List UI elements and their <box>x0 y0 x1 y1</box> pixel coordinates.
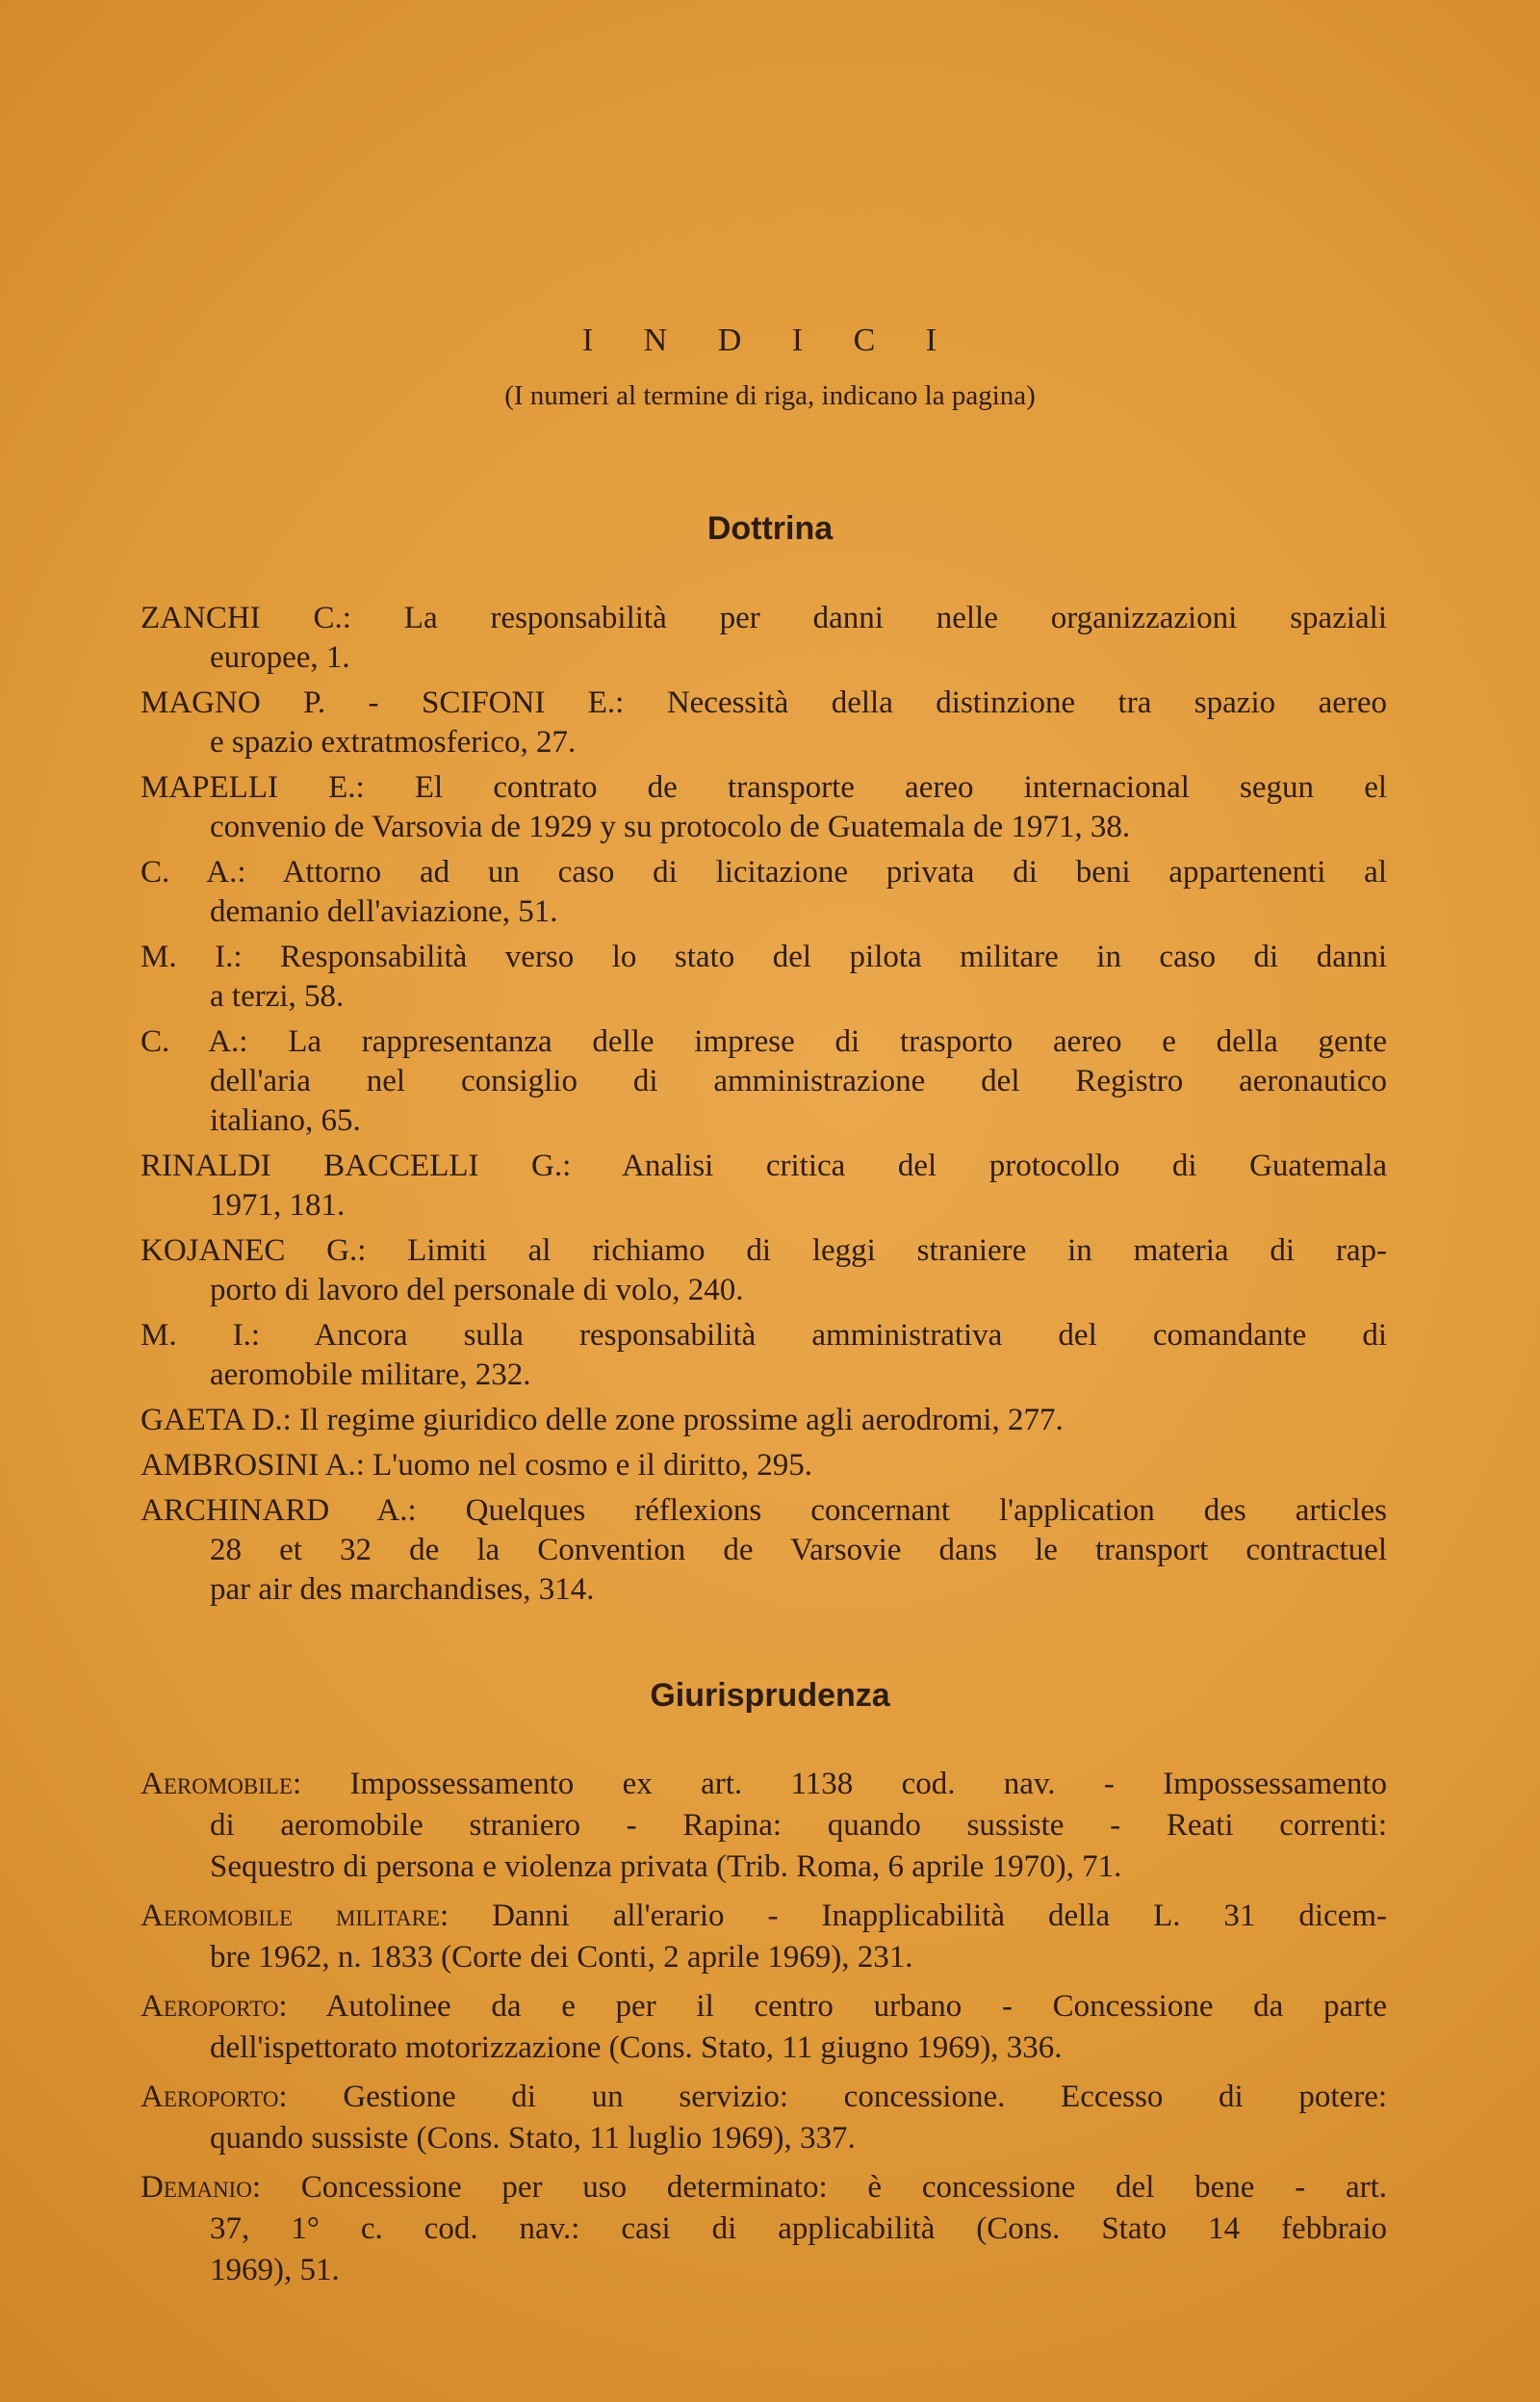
entry-text: Ancora sulla responsabilità amministrativa del comandante di <box>314 1318 1388 1353</box>
entry-text: Limiti al richiamo di leggi straniere in materia di rap- <box>407 1233 1387 1268</box>
entry-line <box>141 768 1387 808</box>
entry-line <box>141 2167 1387 2208</box>
entry-text: 37, 1° c. cod. nav.: casi di applicabilità (Cons. Stato 14 febbraio <box>210 2211 1387 2246</box>
entry-text: europee, 1. <box>210 640 350 675</box>
giurisprudenza-index-list <box>141 1764 1387 2291</box>
entry-author: M. I.: <box>141 1318 261 1353</box>
entry-line <box>141 1316 1387 1356</box>
entry-line <box>141 853 1387 892</box>
index-entry <box>141 1446 1387 1485</box>
entry-author: Aeroporto: <box>141 1989 288 2024</box>
index-entry <box>141 1986 1387 2069</box>
entry-line <box>141 1062 1387 1101</box>
entry-text: Danni all'erario - Inapplicabilità della L. 31 dicem- <box>492 1898 1387 1933</box>
entry-text: La responsabilità per danni nelle organizzazioni spaziali <box>403 601 1387 635</box>
index-entry <box>141 853 1387 932</box>
entry-line <box>141 892 1387 932</box>
entry-line <box>141 1446 1387 1485</box>
index-entry <box>141 1147 1387 1226</box>
entry-author: Aeroporto: <box>141 2079 288 2114</box>
section-heading-giurisprudenza: Giurisprudenza <box>650 1677 890 1714</box>
entry-line <box>141 1022 1387 1062</box>
entry-text: e spazio extratmosferico, 27. <box>210 725 577 760</box>
entry-author: ZANCHI C.: <box>141 601 351 635</box>
entry-author: C. A.: <box>141 855 246 890</box>
entry-author: ARCHINARD A.: <box>141 1493 417 1528</box>
index-entry <box>141 1316 1387 1395</box>
entry-line <box>141 1356 1387 1395</box>
entry-text: Impossessamento ex art. 1138 cod. nav. - Impossessamento <box>349 1767 1387 1801</box>
entry-line <box>141 1986 1387 2027</box>
page-title: I N D I C I <box>581 323 959 358</box>
entry-author: MAGNO P. - SCIFONI E.: <box>141 685 625 720</box>
index-entry <box>141 2167 1387 2291</box>
index-entry <box>141 599 1387 678</box>
entry-author: Aeromobile: <box>141 1767 302 1801</box>
entry-text: Necessità della distinzione tra spazio aereo <box>666 685 1387 720</box>
entry-text: dell'aria nel consiglio di amministrazione del Registro aeronautico <box>210 1064 1387 1098</box>
entry-text: convenio de Varsovia de 1929 y su protocolo de Guatemala de 1971, 38. <box>210 810 1131 844</box>
entry-line <box>141 808 1387 847</box>
entry-text: 28 et 32 de la Convention de Varsovie dans le transport contractuel <box>210 1533 1387 1567</box>
entry-text: Responsabilità verso lo stato del pilota militare in caso di danni <box>280 940 1388 974</box>
entry-line <box>141 1491 1387 1531</box>
entry-text: Quelques réflexions concernant l'application des articles <box>465 1493 1388 1528</box>
entry-author: Aeromobile militare: <box>141 1898 449 1933</box>
section-heading-dottrina: Dottrina <box>706 510 834 547</box>
entry-line <box>141 599 1387 638</box>
entry-text: Attorno ad un caso di licitazione privata di beni appartenenti al <box>282 855 1387 890</box>
index-entry <box>141 768 1387 847</box>
entry-line <box>141 2208 1387 2250</box>
entry-text: Analisi critica del protocollo di Guatemala <box>622 1149 1388 1183</box>
entry-line <box>141 684 1387 723</box>
entry-text: Concessione per uso determinato: è concessione del bene - art. <box>300 2170 1388 2205</box>
entry-text: La rappresentanza delle imprese di trasporto aereo e della gente <box>288 1024 1387 1059</box>
page-subtitle: (I numeri al termine di riga, indicano la pagina) <box>504 380 1036 411</box>
entry-line <box>141 1764 1387 1805</box>
entry-text: 1971, 181. <box>210 1188 346 1223</box>
entry-line <box>141 2077 1387 2118</box>
entry-author: GAETA D.: <box>141 1403 292 1437</box>
entry-line <box>141 2027 1387 2069</box>
entry-line <box>141 1847 1387 1888</box>
index-entry <box>141 1764 1387 1888</box>
entry-text: El contrato de transporte aereo internacional segun el <box>414 770 1388 805</box>
entry-line <box>141 638 1387 678</box>
entry-line <box>141 1805 1387 1847</box>
entry-text: Gestione di un servizio: concessione. Eccesso di potere: <box>343 2079 1388 2114</box>
entry-line <box>141 2118 1387 2159</box>
entry-author: RINALDI BACCELLI G.: <box>141 1149 572 1183</box>
entry-text: dell'ispettorato motorizzazione (Cons. Stato, 11 giugno 1969), 336. <box>210 2030 1063 2065</box>
entry-author: KOJANEC G.: <box>141 1233 367 1268</box>
entry-line <box>141 1147 1387 1186</box>
entry-text: Sequestro di persona e violenza privata (Trib. Roma, 6 aprile 1970), 71. <box>210 1849 1122 1884</box>
entry-text: di aeromobile straniero - Rapina: quando sussiste - Reati correnti: <box>210 1808 1387 1843</box>
entry-author: AMBROSINI A.: <box>141 1448 365 1483</box>
entry-author: M. I.: <box>141 940 243 974</box>
index-entry <box>141 1231 1387 1310</box>
entry-line <box>141 1401 1387 1440</box>
entry-line <box>141 723 1387 762</box>
index-entry <box>141 1896 1387 1978</box>
index-entry <box>141 1401 1387 1440</box>
entry-line <box>141 1186 1387 1226</box>
index-entry <box>141 684 1387 762</box>
index-entry <box>141 2077 1387 2159</box>
entry-text: porto di lavoro del personale di volo, 240. <box>210 1273 744 1307</box>
entry-line <box>141 1271 1387 1310</box>
entry-text: 1969), 51. <box>210 2253 340 2287</box>
entry-author: C. A.: <box>141 1024 248 1059</box>
entry-text: quando sussiste (Cons. Stato, 11 luglio 1969), 337. <box>210 2121 856 2156</box>
index-entry <box>141 938 1387 1017</box>
entry-text: italiano, 65. <box>210 1103 361 1138</box>
entry-line <box>141 1570 1387 1610</box>
entry-line <box>141 2250 1387 2291</box>
entry-line <box>141 1896 1387 1937</box>
index-entry <box>141 1022 1387 1141</box>
entry-author: MAPELLI E.: <box>141 770 365 805</box>
entry-text: aeromobile militare, 232. <box>210 1357 531 1392</box>
entry-author: Demanio: <box>141 2170 261 2205</box>
entry-line <box>141 938 1387 977</box>
entry-text: L'uomo nel cosmo e il diritto, 295. <box>372 1448 813 1483</box>
entry-text: a terzi, 58. <box>210 979 345 1014</box>
entry-text: bre 1962, n. 1833 (Corte dei Conti, 2 aprile 1969), 231. <box>210 1940 913 1975</box>
entry-line <box>141 1101 1387 1141</box>
entry-line <box>141 1231 1387 1271</box>
entry-line <box>141 1531 1387 1570</box>
entry-line <box>141 1937 1387 1978</box>
entry-text: par air des marchandises, 314. <box>210 1572 595 1607</box>
entry-text: Autolinee da e per il centro urbano - Concessione da parte <box>325 1989 1387 2024</box>
index-entry <box>141 1491 1387 1610</box>
entry-text: Il regime giuridico delle zone prossime agli aerodromi, 277. <box>299 1403 1064 1437</box>
dottrina-index-list <box>141 599 1387 1610</box>
entry-text: demanio dell'aviazione, 51. <box>210 894 558 929</box>
entry-line <box>141 977 1387 1017</box>
